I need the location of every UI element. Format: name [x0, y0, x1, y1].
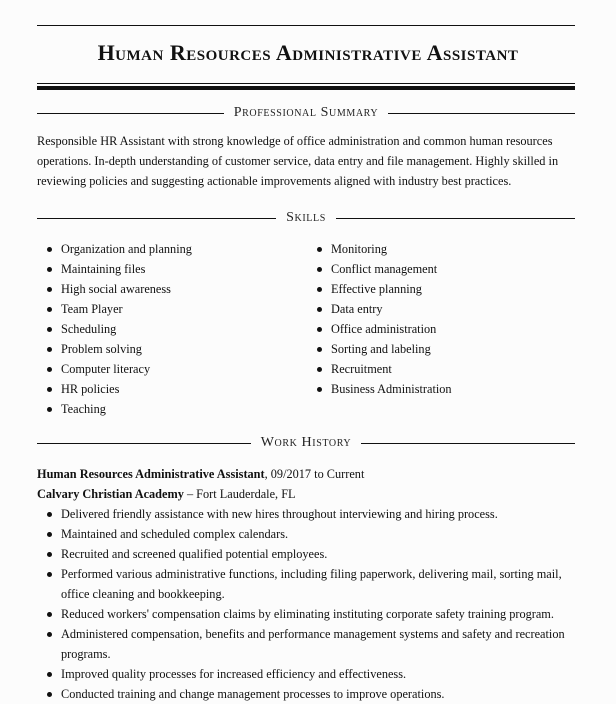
skill-item: Teaching [39, 399, 299, 419]
skill-item: Problem solving [39, 339, 299, 359]
skill-item: Team Player [39, 299, 299, 319]
job-company-line [37, 484, 296, 504]
duty-item: Maintained and scheduled complex calendars. [39, 524, 579, 544]
heading-divider [37, 218, 276, 219]
skills-list-right [309, 239, 569, 399]
duty-item: Administered compensation, benefits and performance management systems and safety and recreation programs. [39, 624, 579, 664]
job-company: Calvary Christian Academy [37, 487, 184, 501]
skill-item: Scheduling [39, 319, 299, 339]
duty-item: Conducted training and change management processes to improve operations. [39, 684, 579, 704]
section-heading-work-history [37, 433, 575, 453]
section-heading-label: Professional Summary [233, 105, 379, 120]
duty-item: Reduced workers' compensation claims by eliminating instituting corporate safety training program. [39, 604, 579, 624]
duty-item: Delivered friendly assistance with new hires throughout interviewing and hiring process. [39, 504, 579, 524]
heading-divider [388, 113, 575, 114]
top-rule [37, 25, 575, 26]
section-heading-label: Skills [286, 210, 326, 225]
duty-item: Improved quality processes for increased efficiency and effectiveness. [39, 664, 579, 684]
skill-item: Data entry [309, 299, 569, 319]
title-rule-thick [37, 86, 575, 90]
skills-list-left [39, 239, 299, 419]
summary-text: Responsible HR Assistant with strong knowledge of office administration and common human resources operations. In-depth understanding of customer service, data entry and file management. Highly skilled in reviewing policies and suggesting actionable improvements aligned with industry best practices. [37, 134, 559, 188]
section-heading-label: Work History [260, 435, 352, 450]
heading-divider [336, 218, 575, 219]
job-duties-list [39, 504, 579, 704]
skill-item: Sorting and labeling [309, 339, 569, 359]
resume-title: Human Resources Administrative Assistant [97, 40, 519, 65]
skill-item: Office administration [309, 319, 569, 339]
skill-item: HR policies [39, 379, 299, 399]
heading-divider [37, 443, 251, 444]
job-title: Human Resources Administrative Assistant [37, 467, 265, 481]
skill-item: Effective planning [309, 279, 569, 299]
duty-item: Performed various administrative functions, including filing paperwork, delivering mail, sorting mail, office cleaning and bookkeeping. [39, 564, 579, 604]
job-title-line [37, 464, 364, 484]
duty-item: Recruited and screened qualified potential employees. [39, 544, 579, 564]
skill-item: Computer literacy [39, 359, 299, 379]
skill-item: Conflict management [309, 259, 569, 279]
skill-item: Organization and planning [39, 239, 299, 259]
skill-item: Recruitment [309, 359, 569, 379]
title-rule-thin [37, 83, 575, 84]
heading-divider [37, 113, 224, 114]
skill-item: High social awareness [39, 279, 299, 299]
skill-item: Maintaining files [39, 259, 299, 279]
section-heading-summary [37, 103, 575, 123]
heading-divider [361, 443, 575, 444]
job-location: – Fort Lauderdale, FL [183, 487, 296, 501]
skill-item: Monitoring [309, 239, 569, 259]
skill-item: Business Administration [309, 379, 569, 399]
section-heading-skills [37, 208, 575, 228]
job-dates: , 09/2017 to Current [264, 467, 365, 481]
